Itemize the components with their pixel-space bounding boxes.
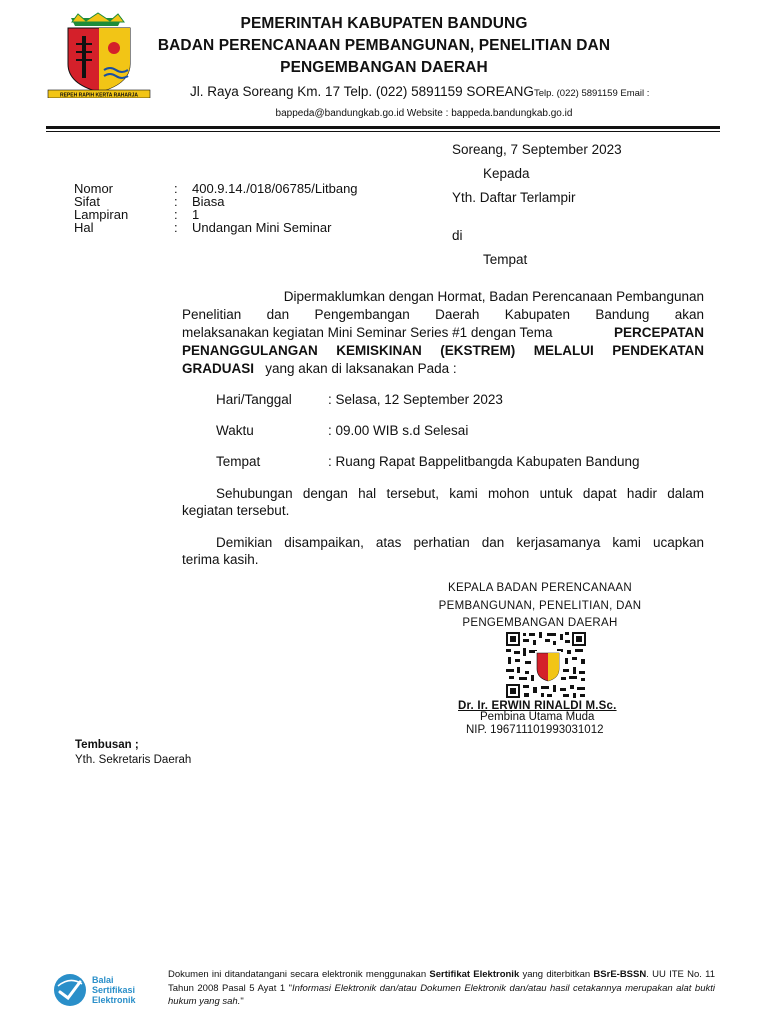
address-main: Jl. Raya Soreang Km. 17 Telp. (022) 5891159 SOREANG [190,84,534,99]
letterhead-line-2: BADAN PERENCANAAN PEMBANGUNAN, PENELITIAN DAN [157,37,611,54]
body-p1-line1: Dipermaklumkan dengan Hormat, Badan Perencanaan Pembangunan [283,289,704,304]
signatory-title-2: PEMBANGUNAN, PENELITIAN, DAN [438,600,642,612]
letterhead-contact: bappeda@bandungkab.go.id Website : bappeda.bandungkab.go.id [275,108,573,119]
meta-sifat-value: Biasa [192,194,225,209]
meta-lampiran: Lampiran : 1 [74,207,200,222]
body-p2-line1: Sehubungan dengan hal tersebut, kami mohon untuk dapat hadir dalam [216,486,704,501]
cc-item-1: Yth. Sekretaris Daerah [75,754,192,766]
bsre-logo-line1: Balai [92,975,114,985]
body-p1-line2: Penelitian dan Pengembangan Daerah Kabupaten Bandung akan [182,307,704,322]
detail-waktu: Waktu : 09.00 WIB s.d Selesai [216,423,469,438]
letterhead-address [190,84,649,99]
bsre-logo-line2: Sertifikasi [92,985,136,995]
body-p1-line3: melaksanakan kegiatan Mini Seminar Series #1 dengan Tema PERCEPATAN [182,325,704,340]
letterhead-divider-thin [46,131,720,132]
meta-nomor: Nomor : 400.9.14./018/06785/Litbang [74,181,358,196]
body-p3-line2: terima kasih. [182,552,259,567]
signatory-nip: NIP. 196711101993031012 [466,724,604,736]
signature-qr-code [505,631,587,699]
recipient-di: di [452,228,463,243]
signatory-title-3: PENGEMBANGAN DAERAH [462,617,618,629]
signatory-title-1: KEPALA BADAN PERENCANAAN [447,582,633,594]
body-p2-line2: kegiatan tersebut. [182,503,290,518]
e-signature-notice: Dokumen ini ditandatangani secara elektronik menggunakan Sertifikat Elektronik yang diterbitkan BSrE-BSSN. UU ITE No. 11 Tahun 2008 Pasal 5 Ayat 1 "Informasi Elektronik dan/atau Dokumen Elektronik dan/atau hasil cetakannya merupakan alat bukti hukum yang sah." [168,969,715,1007]
cc-heading: Tembusan ; [75,739,139,751]
bsre-logo [52,972,164,1008]
body-p3-line1: Demikian disampaikan, atas perhatian dan kerjasamanya kami ucapkan [216,535,704,550]
meta-sifat: Sifat : Biasa [74,194,225,209]
letterhead-line-1: PEMERINTAH KABUPATEN BANDUNG [240,15,528,32]
body-p1-line5: GRADUASI yang akan di laksanakan Pada : [182,361,457,376]
logo-motto: REPEH RAPIH KERTA RAHARJA [59,92,139,98]
recipient-yth: Yth. Daftar Terlampir [452,190,576,205]
recipient-kepada: Kepada [483,166,530,181]
meta-hal: Hal : Undangan Mini Seminar [74,220,332,235]
theme-title-part2: PENANGGULANGAN KEMISKINAN (EKSTREM) MELALUI PENDEKATAN [182,343,704,358]
meta-hal-value: Undangan Mini Seminar [192,220,332,235]
theme-title-part3: GRADUASI [182,361,255,376]
letter-meta [74,182,358,234]
detail-hari-tanggal: Hari/Tanggal : Selasa, 12 September 2023 [216,392,503,407]
letter-date: Soreang, 7 September 2023 [452,142,622,157]
meta-nomor-value: 400.9.14./018/06785/Litbang [192,181,358,196]
detail-tempat: Tempat : Ruang Rapat Bappelitbangda Kabupaten Bandung [216,454,640,469]
letterhead-divider [46,126,720,129]
bsre-logo-line3: Elektronik [92,995,136,1005]
recipient-tempat: Tempat [483,252,528,267]
letterhead-line-3: PENGEMBANGAN DAERAH [280,59,488,76]
address-telp: Telp. (022) 5891159 Email : [533,88,650,99]
signatory-name: Dr. Ir. ERWIN RINALDI M.Sc. [458,700,617,712]
theme-title-part1: PERCEPATAN [613,325,704,340]
meta-lampiran-value: 1 [192,207,200,222]
signatory-rank: Pembina Utama Muda [480,711,595,723]
